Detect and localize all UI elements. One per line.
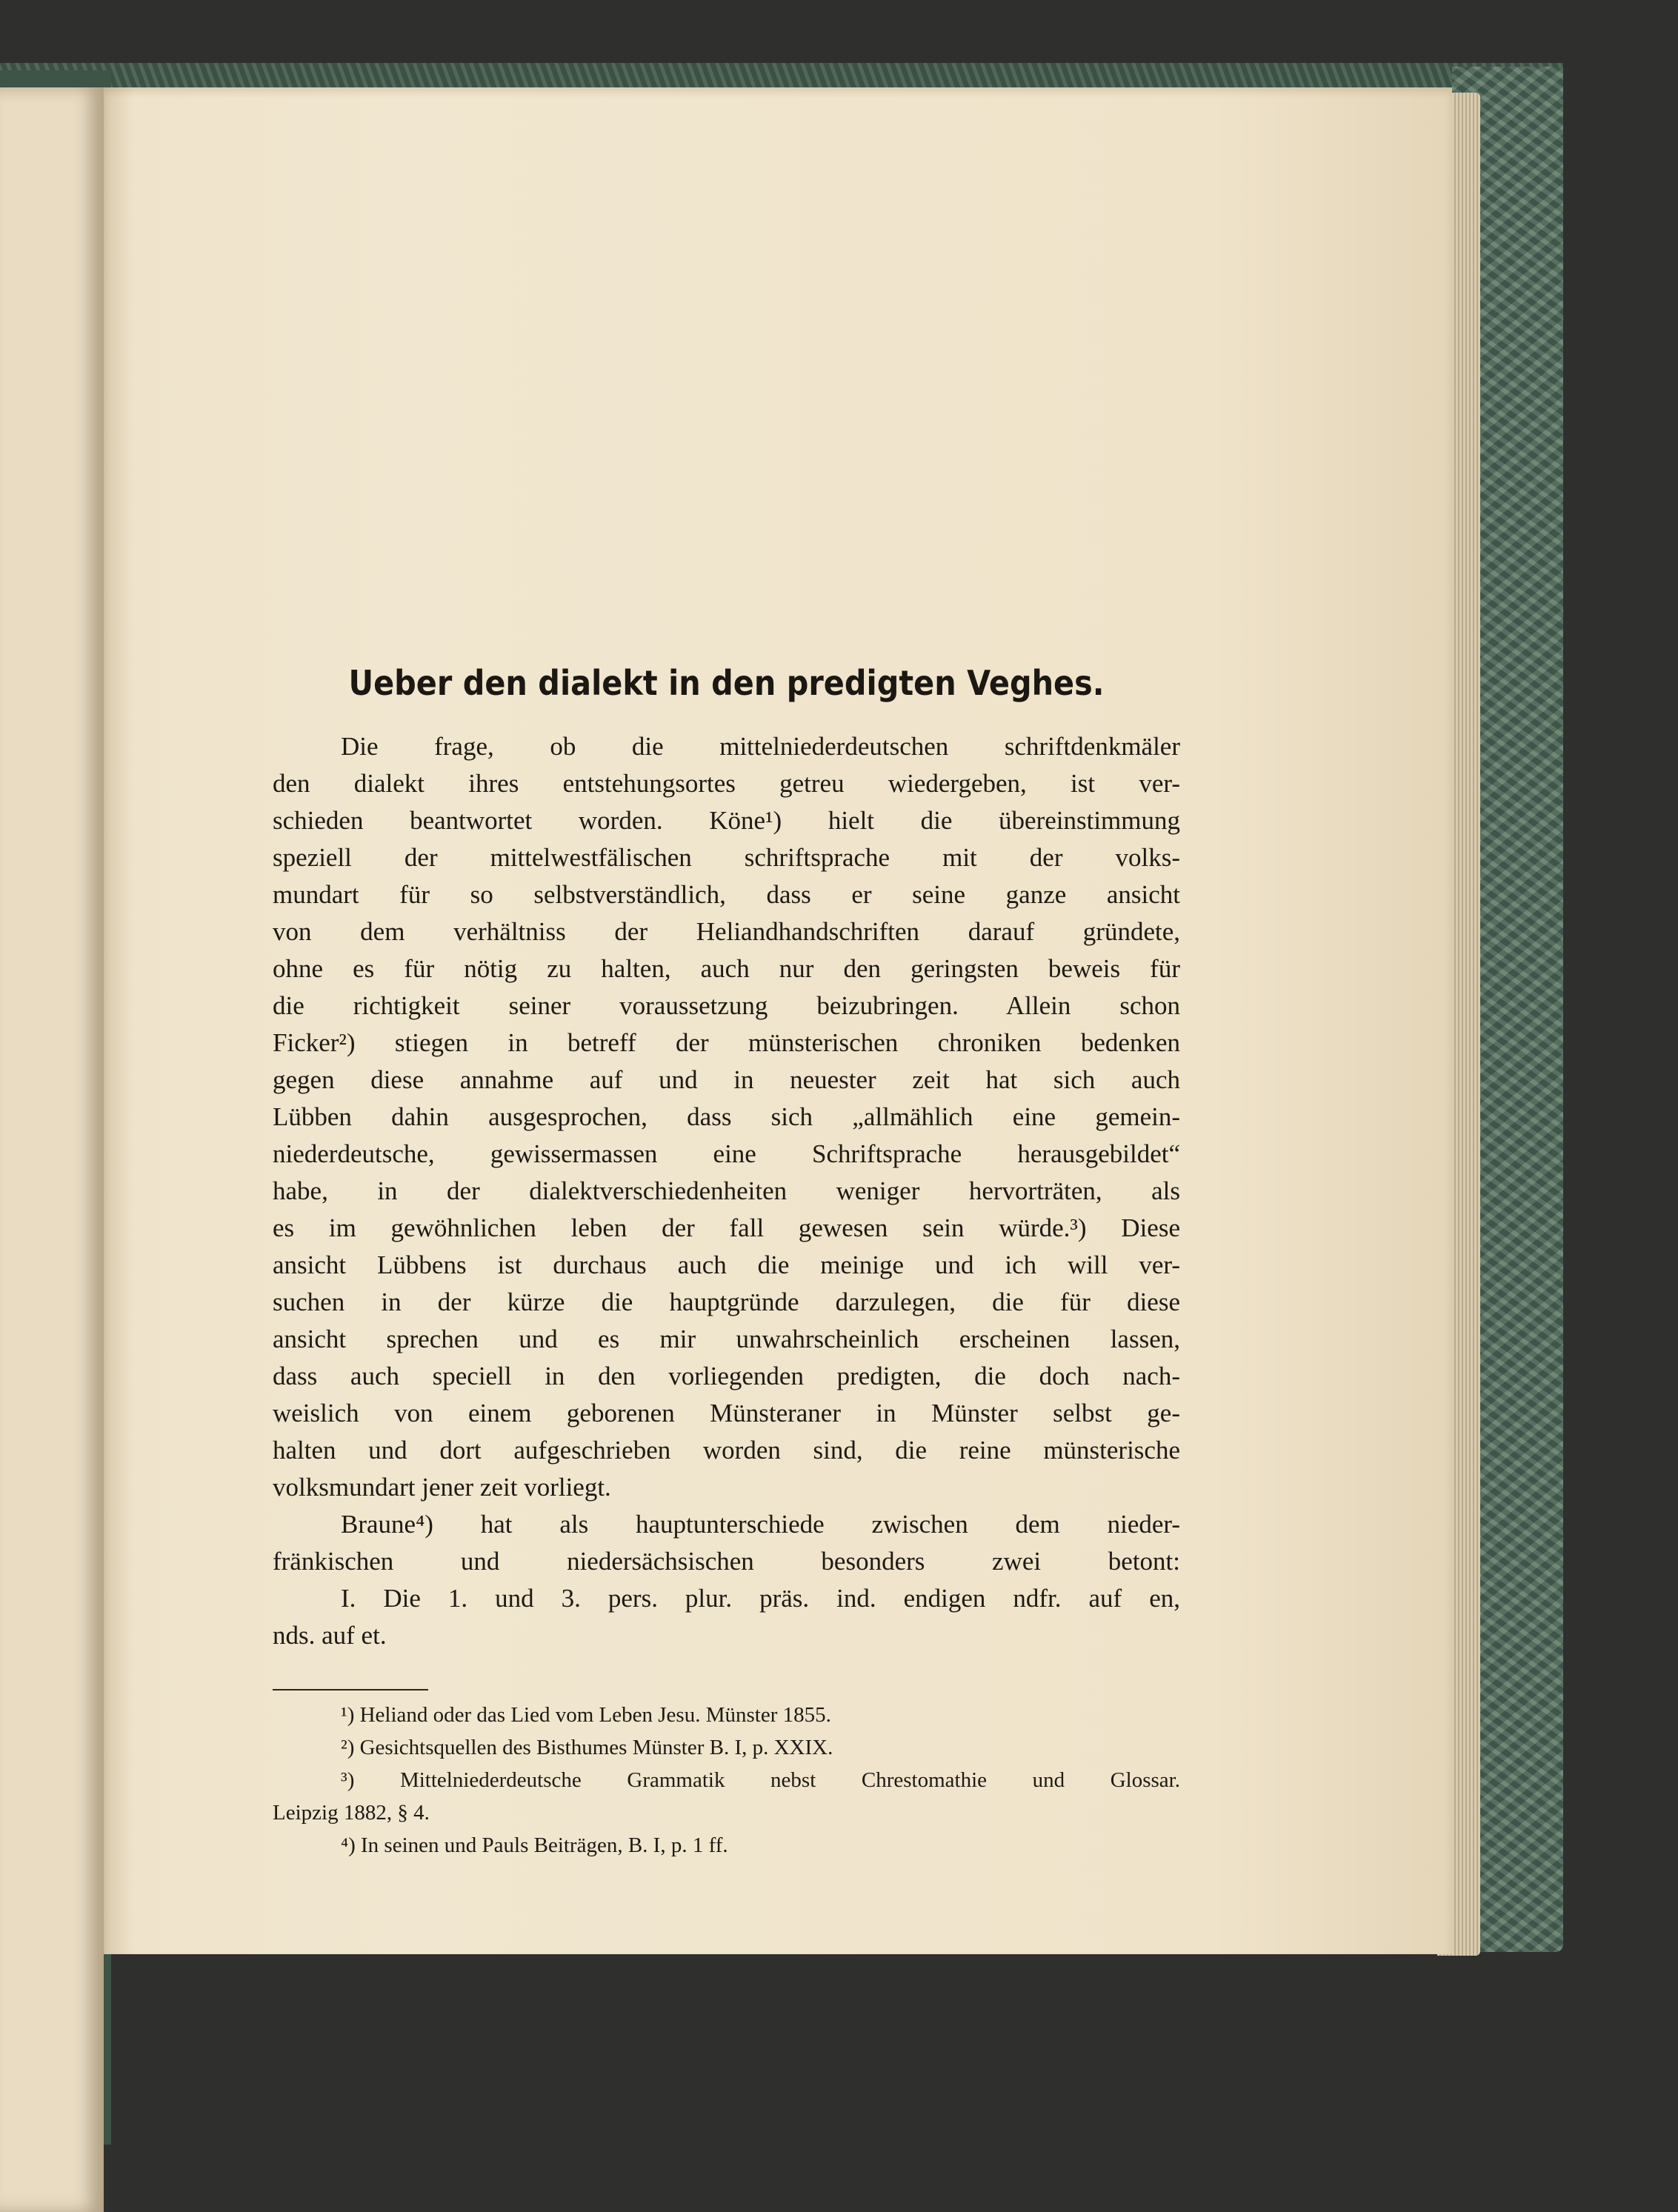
- body-line: von dem verhältniss der Heliandhandschriften darauf gründete,: [273, 917, 1180, 946]
- body-line: die richtigkeit seiner voraussetzung beizubringen. Allein schon: [273, 991, 1180, 1020]
- body-line: I. Die 1. und 3. pers. plur. präs. ind. endigen ndfr. auf en,: [341, 1584, 1180, 1613]
- body-line: Braune⁴) hat als hauptunterschiede zwischen dem nieder-: [341, 1510, 1180, 1539]
- body-line: nds. auf et.: [273, 1621, 387, 1650]
- facing-page-edge: [0, 87, 104, 2212]
- footnote: ³) Mittelniederdeutsche Grammatik nebst Chrestomathie und Glossar.: [341, 1768, 1180, 1792]
- footnote: ²) Gesichtsquellen des Bisthumes Münster B. I, p. XXIX.: [341, 1736, 833, 1759]
- body-line: habe, in der dialektverschiedenheiten weniger hervorträten, als: [273, 1176, 1180, 1205]
- body-line: suchen in der kürze die hauptgründe darzulegen, die für diese: [273, 1287, 1180, 1316]
- footnote: Leipzig 1882, § 4.: [273, 1801, 430, 1825]
- body-line: niederdeutsche, gewissermassen eine Schriftsprache herausgebildet“: [273, 1139, 1180, 1168]
- body-line: volksmundart jener zeit vorliegt.: [273, 1473, 611, 1502]
- body-line: schieden beantwortet worden. Köne¹) hielt die übereinstimmung: [273, 806, 1180, 835]
- body-line: Lübben dahin ausgesprochen, dass sich „allmählich eine gemein-: [273, 1102, 1180, 1131]
- body-line: es im gewöhnlichen leben der fall gewesen sein würde.³) Diese: [273, 1213, 1180, 1242]
- body-line: weislich von einem geborenen Münsteraner in Münster selbst ge-: [273, 1399, 1180, 1428]
- body-line: den dialekt ihres entstehungsortes getreu wiedergeben, ist ver-: [273, 769, 1180, 798]
- body-line: Ficker²) stiegen in betreff der münsterischen chroniken bedenken: [273, 1028, 1180, 1057]
- body-line: fränkischen und niedersächsischen besonders zwei betont:: [273, 1547, 1180, 1576]
- body-line: Die frage, ob die mittelniederdeutschen schriftdenkmäler: [341, 732, 1180, 761]
- body-line: ansicht Lübbens ist durchaus auch die meinige und ich will ver-: [273, 1250, 1180, 1279]
- body-line: halten und dort aufgeschrieben worden sind, die reine münsterische: [273, 1436, 1180, 1465]
- body-line: ansicht sprechen und es mir unwahrscheinlich erscheinen lassen,: [273, 1325, 1180, 1353]
- body-line: dass auch speciell in den vorliegenden predigten, die doch nach-: [273, 1362, 1180, 1390]
- body-line: speziell der mittelwestfälischen schriftsprache mit der volks-: [273, 843, 1180, 872]
- footnote: ⁴) In seinen und Pauls Beiträgen, B. I, p. 1 ff.: [341, 1833, 728, 1857]
- body-line: mundart für so selbstverständlich, dass er seine ganze ansicht: [273, 880, 1180, 909]
- footnote-rule: [273, 1689, 428, 1690]
- footnote: ¹) Heliand oder das Lied vom Leben Jesu. Münster 1855.: [341, 1703, 831, 1727]
- article-title: Ueber den dialekt in den predigten Veghes.: [348, 663, 1105, 703]
- body-line: ohne es für nötig zu halten, auch nur den geringsten beweis für: [273, 954, 1180, 983]
- body-line: gegen diese annahme auf und in neuester zeit hat sich auch: [273, 1065, 1180, 1094]
